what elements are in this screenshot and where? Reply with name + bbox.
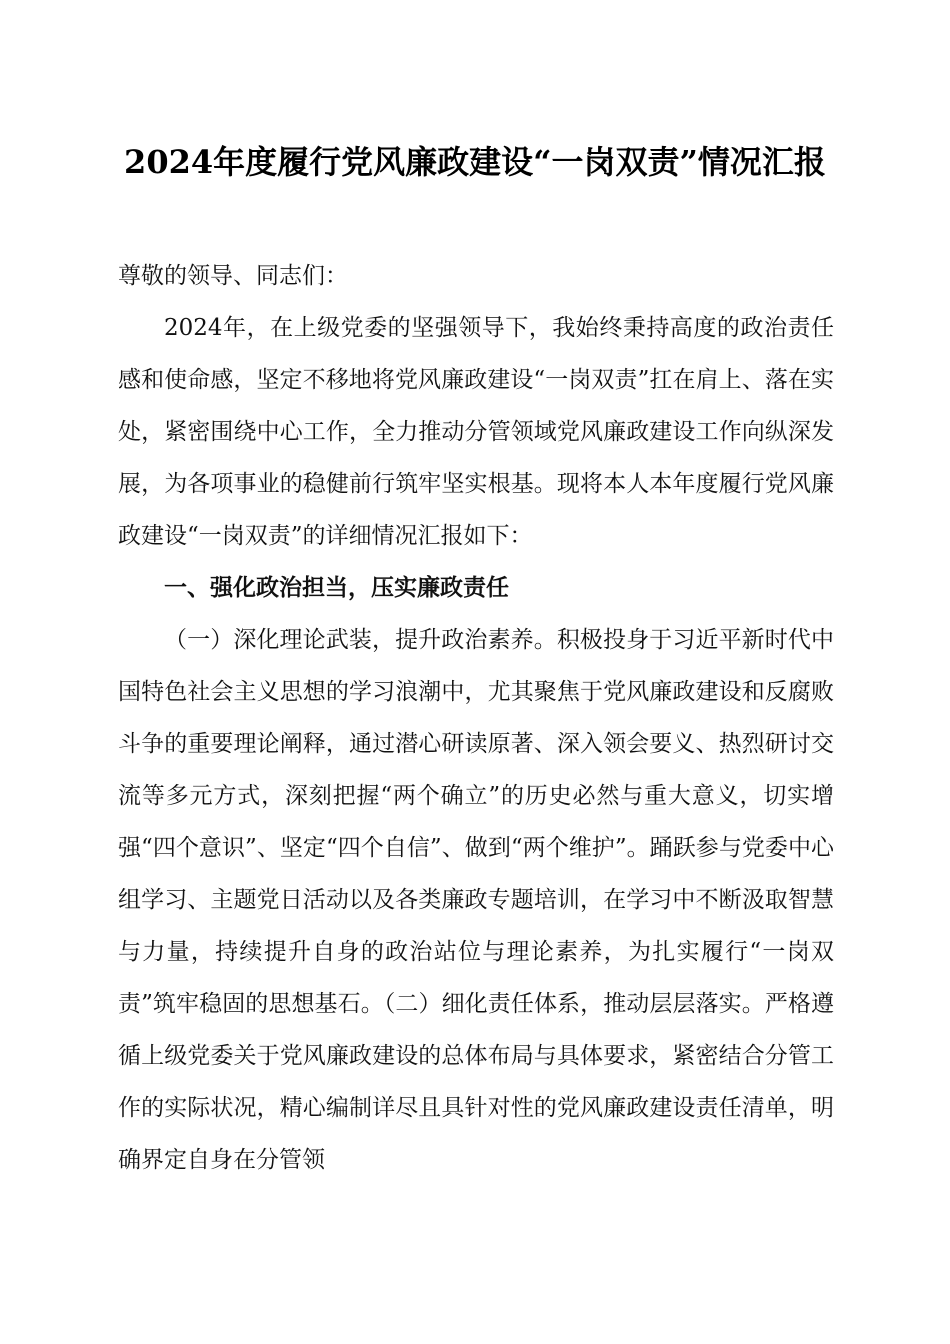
salutation: 尊敬的领导、同志们： [118, 263, 348, 289]
subsection-paragraph [118, 614, 834, 1186]
subsection-body: 严格遵循上级党委关于党风廉政建设的总体布局与具体要求，紧密结合分管工作的实际状况，精心编制详尽且具针对性的党风廉政建设责任清单，明确界定自身在分管领 [118, 991, 835, 1173]
document-title: 2024年度履行党风廉政建设“一岗双责”情况汇报 [124, 143, 826, 181]
subsection-lead: （二）细化责任体系，推动层层落实。 [383, 991, 765, 1017]
subsection-body: 积极投身于习近平新时代中国特色社会主义思想的学习浪潮中，尤其聚焦于党风廉政建设和反腐败斗争的重要理论阐释，通过潜心研读原著、深入领会要义、热烈研讨交流等多元方式，深刻把握“两个确立”的历史必然与重大意义，切实增强“四个意识”、坚定“四个自信”、做到“两个维护”。踊跃参与党委中心组学习、主题党日活动以及各类廉政专题培训，在学习中不断汲取智慧与力量，持续提升自身的政治站位与理论素养，为扎实履行“一岗双责”筑牢稳固的思想基石。 [118, 627, 835, 1017]
intro-paragraph: 2024年，在上级党委的坚强领导下，我始终秉持高度的政治责任感和使命感，坚定不移地将党风廉政建设“一岗双责”扛在肩上、落在实处，紧密围绕中心工作，全力推动分管领域党风廉政建设工作向纵深发展，为各项事业的稳健前行筑牢坚实根基。现将本人本年度履行党风廉政建设“一岗双责”的详细情况汇报如下： [118, 315, 834, 549]
section-heading: 一、强化政治担当，压实廉政责任 [164, 575, 509, 601]
subsection-lead: （一）深化理论武装，提升政治素养。 [164, 627, 557, 653]
document-body [118, 250, 834, 1186]
